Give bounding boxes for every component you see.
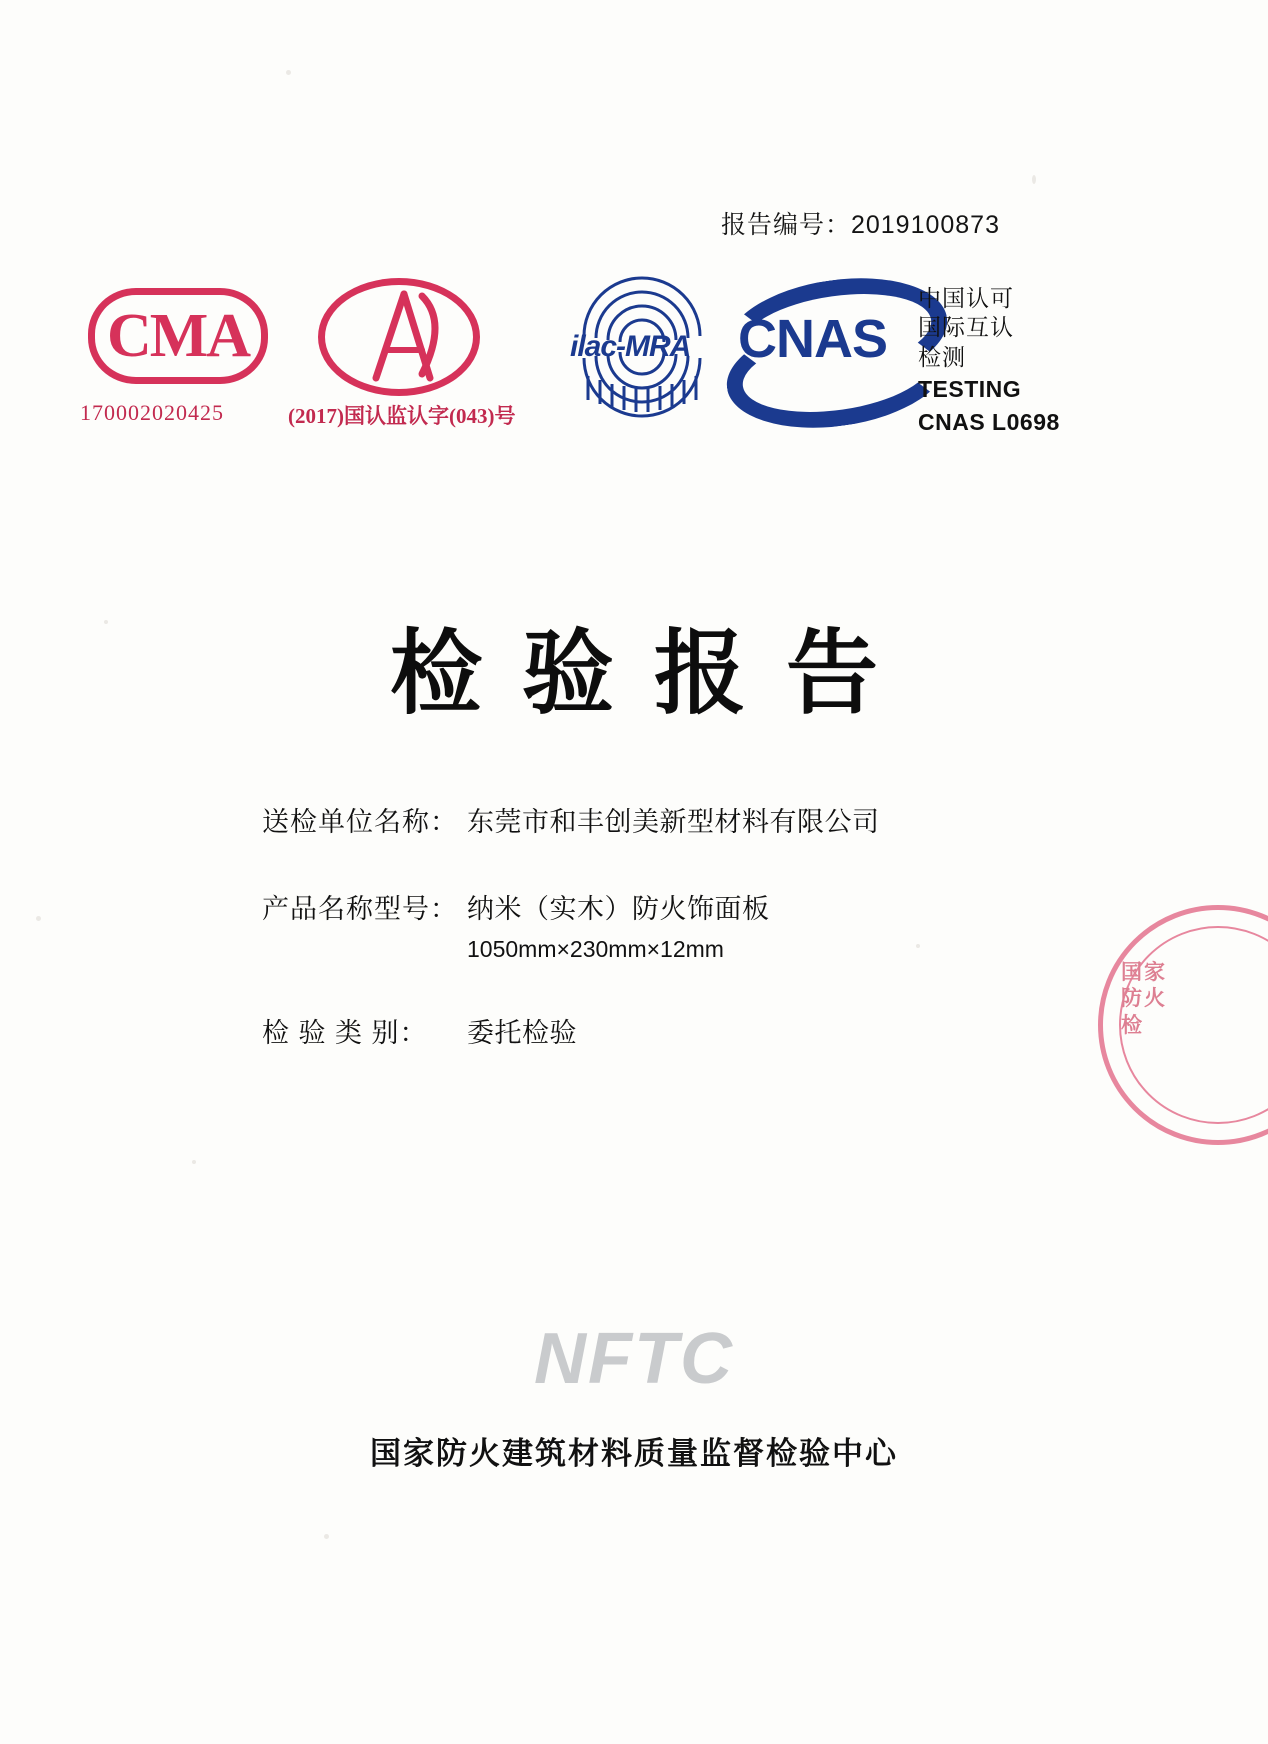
- cnas-text-line3: 检测: [918, 343, 966, 370]
- paper-speck: [324, 1534, 329, 1539]
- cnas-logo-icon: [722, 278, 922, 398]
- ilac-mark-text: ilac-MRA: [570, 330, 691, 363]
- organization-name: 国家防火建筑材料质量监督检验中心: [370, 1436, 898, 1471]
- cnas-text-line5: CNAS L0698: [918, 408, 1060, 435]
- cnas-text-line4: TESTING: [918, 376, 1022, 403]
- cma-code: 170002020425: [80, 400, 224, 425]
- field-row: [262, 1011, 1022, 1050]
- report-number: 报告编号：2019100873: [720, 211, 1000, 239]
- paper-speck: [1032, 175, 1036, 184]
- seal-text: 国家防火 检: [1121, 961, 1167, 1037]
- field-label-product: 产品名称型号：: [262, 894, 458, 924]
- field-label-inspection-type: 检 验 类 别：: [262, 1018, 428, 1048]
- cnas-mark-text: CNAS: [738, 309, 888, 369]
- official-seal-stamp: [1098, 905, 1268, 1145]
- accreditation-logo-strip: [0, 272, 1268, 442]
- cnas-accreditation-text: [918, 284, 1148, 437]
- paper-speck: [192, 1160, 196, 1164]
- ilac-mra-logo-icon: [562, 272, 722, 422]
- field-row: [262, 887, 1022, 963]
- paper-speck: [36, 916, 41, 921]
- nftc-logo-text: NFTC: [534, 1319, 734, 1399]
- report-fields: [262, 800, 1022, 1098]
- cnas-text-line2: 国际互认: [918, 314, 1014, 341]
- field-row: [262, 800, 1022, 839]
- paper-speck: [286, 70, 291, 75]
- field-value-product: 纳米（实木）防火饰面板: [467, 894, 770, 924]
- cma-logo-icon: [88, 288, 268, 384]
- cal-logo-icon: [318, 278, 480, 396]
- field-label-applicant: 送检单位名称：: [262, 807, 458, 837]
- field-value-applicant: 东莞市和丰创美新型材料有限公司: [467, 807, 880, 837]
- cal-code: (2017)国认监认字(043)号: [288, 404, 516, 428]
- field-value-product-dimensions: 1050mm×230mm×12mm: [467, 936, 724, 962]
- cnas-text-line1: 中国认可: [918, 285, 1014, 311]
- cma-mark-text: CMA: [106, 301, 250, 370]
- field-value-inspection-type: 委托检验: [467, 1018, 577, 1048]
- page-title: 检验报告: [389, 623, 918, 725]
